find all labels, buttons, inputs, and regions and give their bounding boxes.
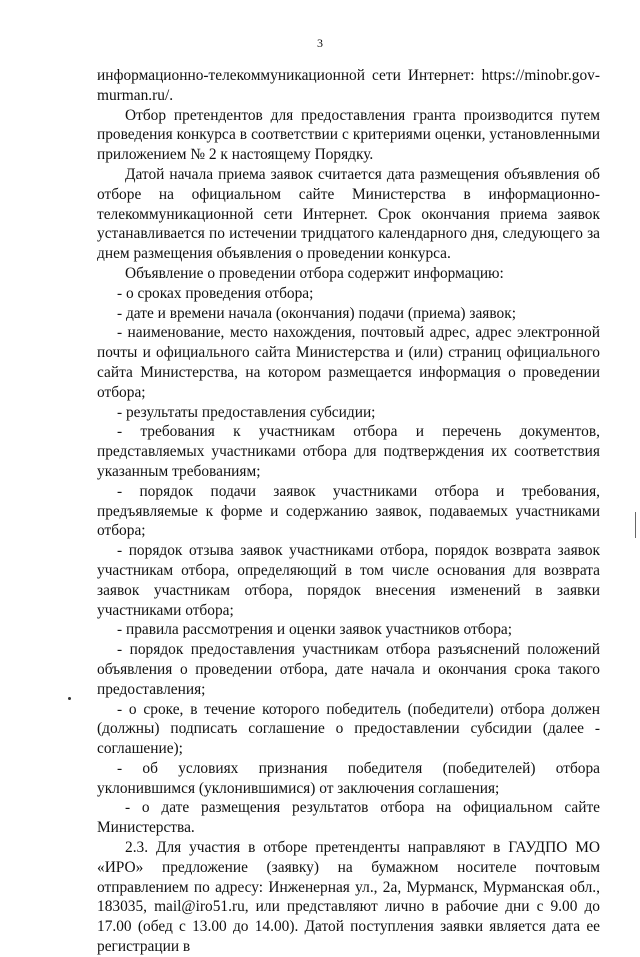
list-item-evasion-conditions: - об условиях признания победителя (победителей) отбора уклонившимся (уклонившимися) от заключения соглашения; (97, 759, 600, 797)
list-item-submission-procedure: - порядок подачи заявок участниками отбора и требования, предъявляемые к форме и содержанию заявок, подаваемых участниками отбора; (97, 482, 600, 540)
list-item-withdrawal-procedure: - порядок отзыва заявок участниками отбора, порядок возврата заявок участникам отбора, определяющий в том числе основания для возврата заявок участникам отбора, порядок внесения изменений в заявки участниками отбора; (97, 542, 600, 619)
paragraph-selection-method: Отбор претендентов для предоставления гранта производится путем проведения конкурса в соответствии с критериями оценки, установленными приложением № 2 к настоящему Порядку. (97, 106, 600, 164)
list-item-submission-dates: - дате и времени начала (окончания) подачи (приема) заявок; (117, 304, 516, 322)
paragraph-website-url: информационно-телекоммуникационной сети Интернет: https://minobr.gov-murman.ru/. (97, 67, 600, 104)
list-item-results-publication: - о дате размещения результатов отбора на официальном сайте Министерства. (97, 799, 600, 837)
paragraph-application-dates: Датой начала приема заявок считается дата размещения объявления об отборе на официальном сайте Министерства в информационно-телекоммуникационной сети Интернет. Срок окончания приема заявок устанавливается по истечении тридцатого календарного дня, следующего за днем размещения объявления о проведении конкурса. (97, 165, 600, 263)
paragraph-section-2-3: 2.3. Для участия в отборе претенденты направляют в ГАУДПО МО «ИРО» предложение (заявку) на бумажном носителе почтовым отправлением по адресу: Инженерная ул., 2а, Мурманск, Мурманская обл., 183035, mail@iro51.ru, или представляют лично в рабочие дни с 9.00 до 17.00 (обед с 13.00 до 14.00). Датой поступления заявки является дата ее регистрации в (97, 839, 600, 956)
scan-dot-mark (68, 697, 71, 700)
document-body (97, 66, 600, 957)
list-item-agreement-deadline: - о сроке, в течение которого победитель (победители) отбора должен (должны) подписать соглашение о предоставлении субсидии (далее - соглашение); (97, 700, 600, 758)
list-item-clarification-procedure: - порядок предоставления участникам отбора разъяснений положений объявления о проведении отбора, дате начала и окончания срока такого предоставления; (97, 641, 600, 698)
paragraph-announcement-intro: Объявление о проведении отбора содержит информацию: (125, 264, 504, 282)
page-number: 3 (317, 36, 323, 50)
list-item-subsidy-results: - результаты предоставления субсидии; (117, 403, 376, 421)
list-item-ministry-contacts: - наименование, место нахождения, почтовый адрес, адрес электронной почты и официального сайта Министерства и (или) страниц официального сайта Министерства, на котором размещается информация о проведении отбора; (97, 324, 600, 401)
list-item-participant-requirements: - требования к участникам отбора и перечень документов, представляемых участниками отбора для подтверждения их соответствия указанным требованиям; (97, 423, 600, 480)
scan-edge-mark (635, 512, 636, 538)
list-item-selection-terms: - о сроках проведения отбора; (117, 284, 314, 302)
list-item-evaluation-rules: - правила рассмотрения и оценки заявок участников отбора; (117, 621, 513, 639)
